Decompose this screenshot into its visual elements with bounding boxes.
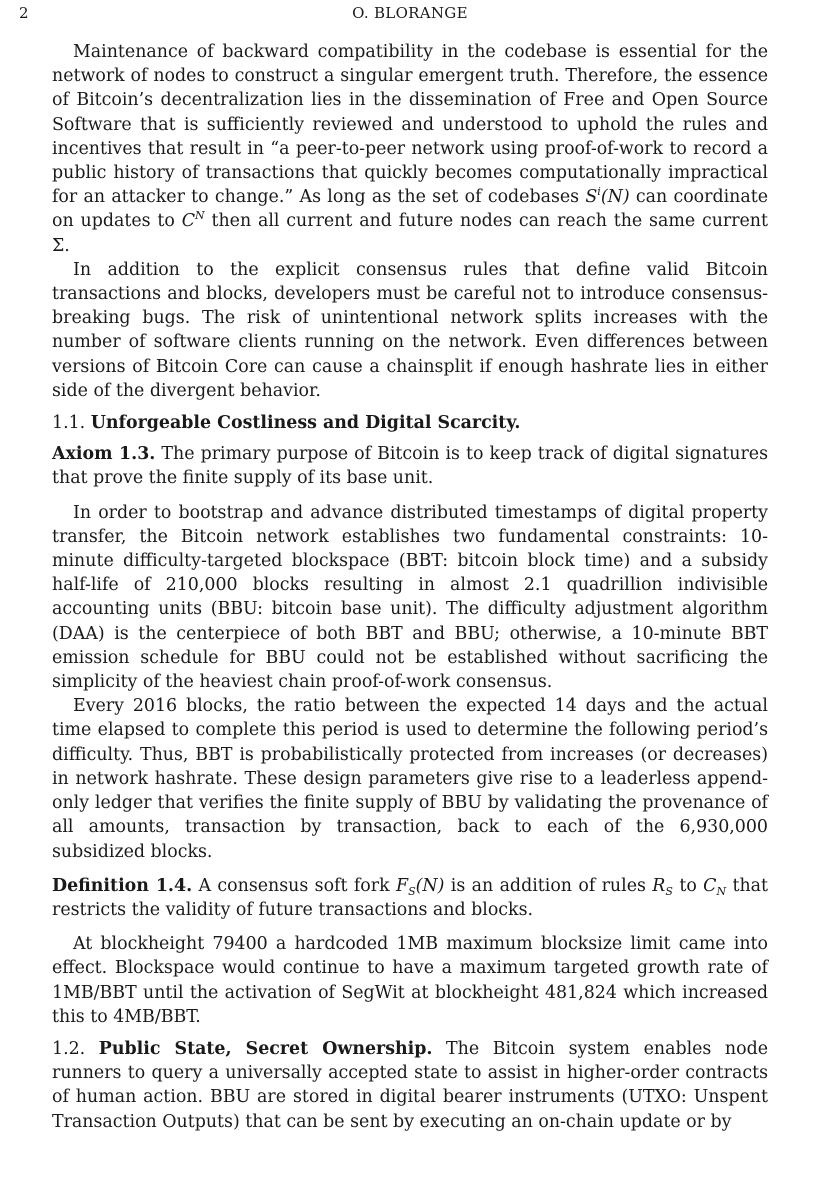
- section-heading-1-1: 1.1. Unforgeable Costliness and Digital Scarcity.: [52, 413, 521, 434]
- math-consensus-set: $C_N$: [703, 875, 727, 898]
- page-body: [52, 40, 768, 1134]
- paragraph-codebase-compatibility: Maintenance of backward compatibility in the codebase is essential for the network of nodes to construct a singular emergent truth. Therefore, the essence of Bitcoin’s decentralization lies in the dissemination of Free and Open Source Software that is sufficiently reviewed and understood to uphold the rules and incentives that result in “a peer-to-peer network using proof-of-work to record a public history of transactions that quickly becomes computationally impractical for an attacker to change.” As long as the set of codebases $S^i(N)$ can coordinate on updates to $C^N$ then all current and future nodes can reach the same current Σ.: [52, 42, 769, 256]
- paragraph-blocksize-limit: At blockheight 79400 a hardcoded 1MB maximum blocksize limit came into effect. Blockspace would continue to have a maximum targeted growth rate of 1MB/BBT until the activation of SegWit at blockheight 481,824 which increased this to 4MB/BBT.: [52, 934, 768, 1027]
- math-codebase-set: $S^i(N)$: [585, 185, 630, 208]
- section-1-2-paragraph: 1.2. Public State, Secret Ownership. The Bitcoin system enables node runners to query a universally accepted state to assist in higher-order contracts of human action. BBU are stored in digital bearer instruments (UTXO: Unspent Transaction Outputs) that can be sent by executing an on-chain update or by: [52, 1038, 769, 1132]
- running-head-author: O. BLORANGE: [352, 4, 468, 22]
- axiom-1-3: Axiom 1.3. The primary purpose of Bitcoin is to keep track of digital signatures that prove the finite supply of its base unit.: [52, 444, 769, 489]
- math-rules: $R_S$: [652, 875, 673, 898]
- page-number: 2: [19, 4, 29, 22]
- definition-label: Definition 1.4.: [52, 875, 193, 896]
- paragraph-consensus-bugs: In addition to the explicit consensus rules that define valid Bitcoin transactions and blocks, developers must be careful not to introduce consensus-breaking bugs. The risk of unintentional network splits increases with the number of software clients running on the network. Even differences between versions of Bitcoin Core can cause a chainsplit if enough hashrate lies in either side of the divergent behavior.: [52, 259, 768, 401]
- math-consensus-rules: $C^N$: [181, 209, 205, 232]
- section-heading-1-2: 1.2. Public State, Secret Ownership.: [52, 1038, 433, 1059]
- running-header: [19, 4, 768, 28]
- math-soft-fork: $F_S(N)$: [395, 875, 445, 898]
- math-sigma: Σ: [52, 235, 65, 256]
- definition-1-4: Definition 1.4. A consensus soft fork $F_S(N)$ is an addition of rules $R_S$ to $C_N$ that restricts the validity of future transactions and blocks.: [52, 875, 769, 920]
- paragraph-difficulty-adjustment: Every 2016 blocks, the ratio between the expected 14 days and the actual time elapsed to complete this period is used to determine the following period’s difficulty. Thus, BBT is probabilistically protected from increases (or decreases) in network hashrate. These design parameters give rise to a leaderless append-only ledger that verifies the finite supply of BBU by validating the provenance of all amounts, transaction by transaction, back to each of the 6,930,000 subsidized blocks.: [52, 696, 768, 862]
- axiom-label: Axiom 1.3.: [52, 444, 156, 465]
- paragraph-bootstrap-timestamps: In order to bootstrap and advance distributed timestamps of digital property transfer, the Bitcoin network establishes two fundamental constraints: 10-minute difficulty-targeted blockspace (BBT: bitcoin block time) and a subsidy half-life of 210,000 blocks resulting in almost 2.1 quadrillion indivisible accounting units (BBU: bitcoin base unit). The difficulty adjustment algorithm (DAA) is the centerpiece of both BBT and BBU; otherwise, a 10-minute BBT emission schedule for BBU could not be established without sacrificing the simplicity of the heaviest chain proof-of-work consensus.: [52, 502, 768, 693]
